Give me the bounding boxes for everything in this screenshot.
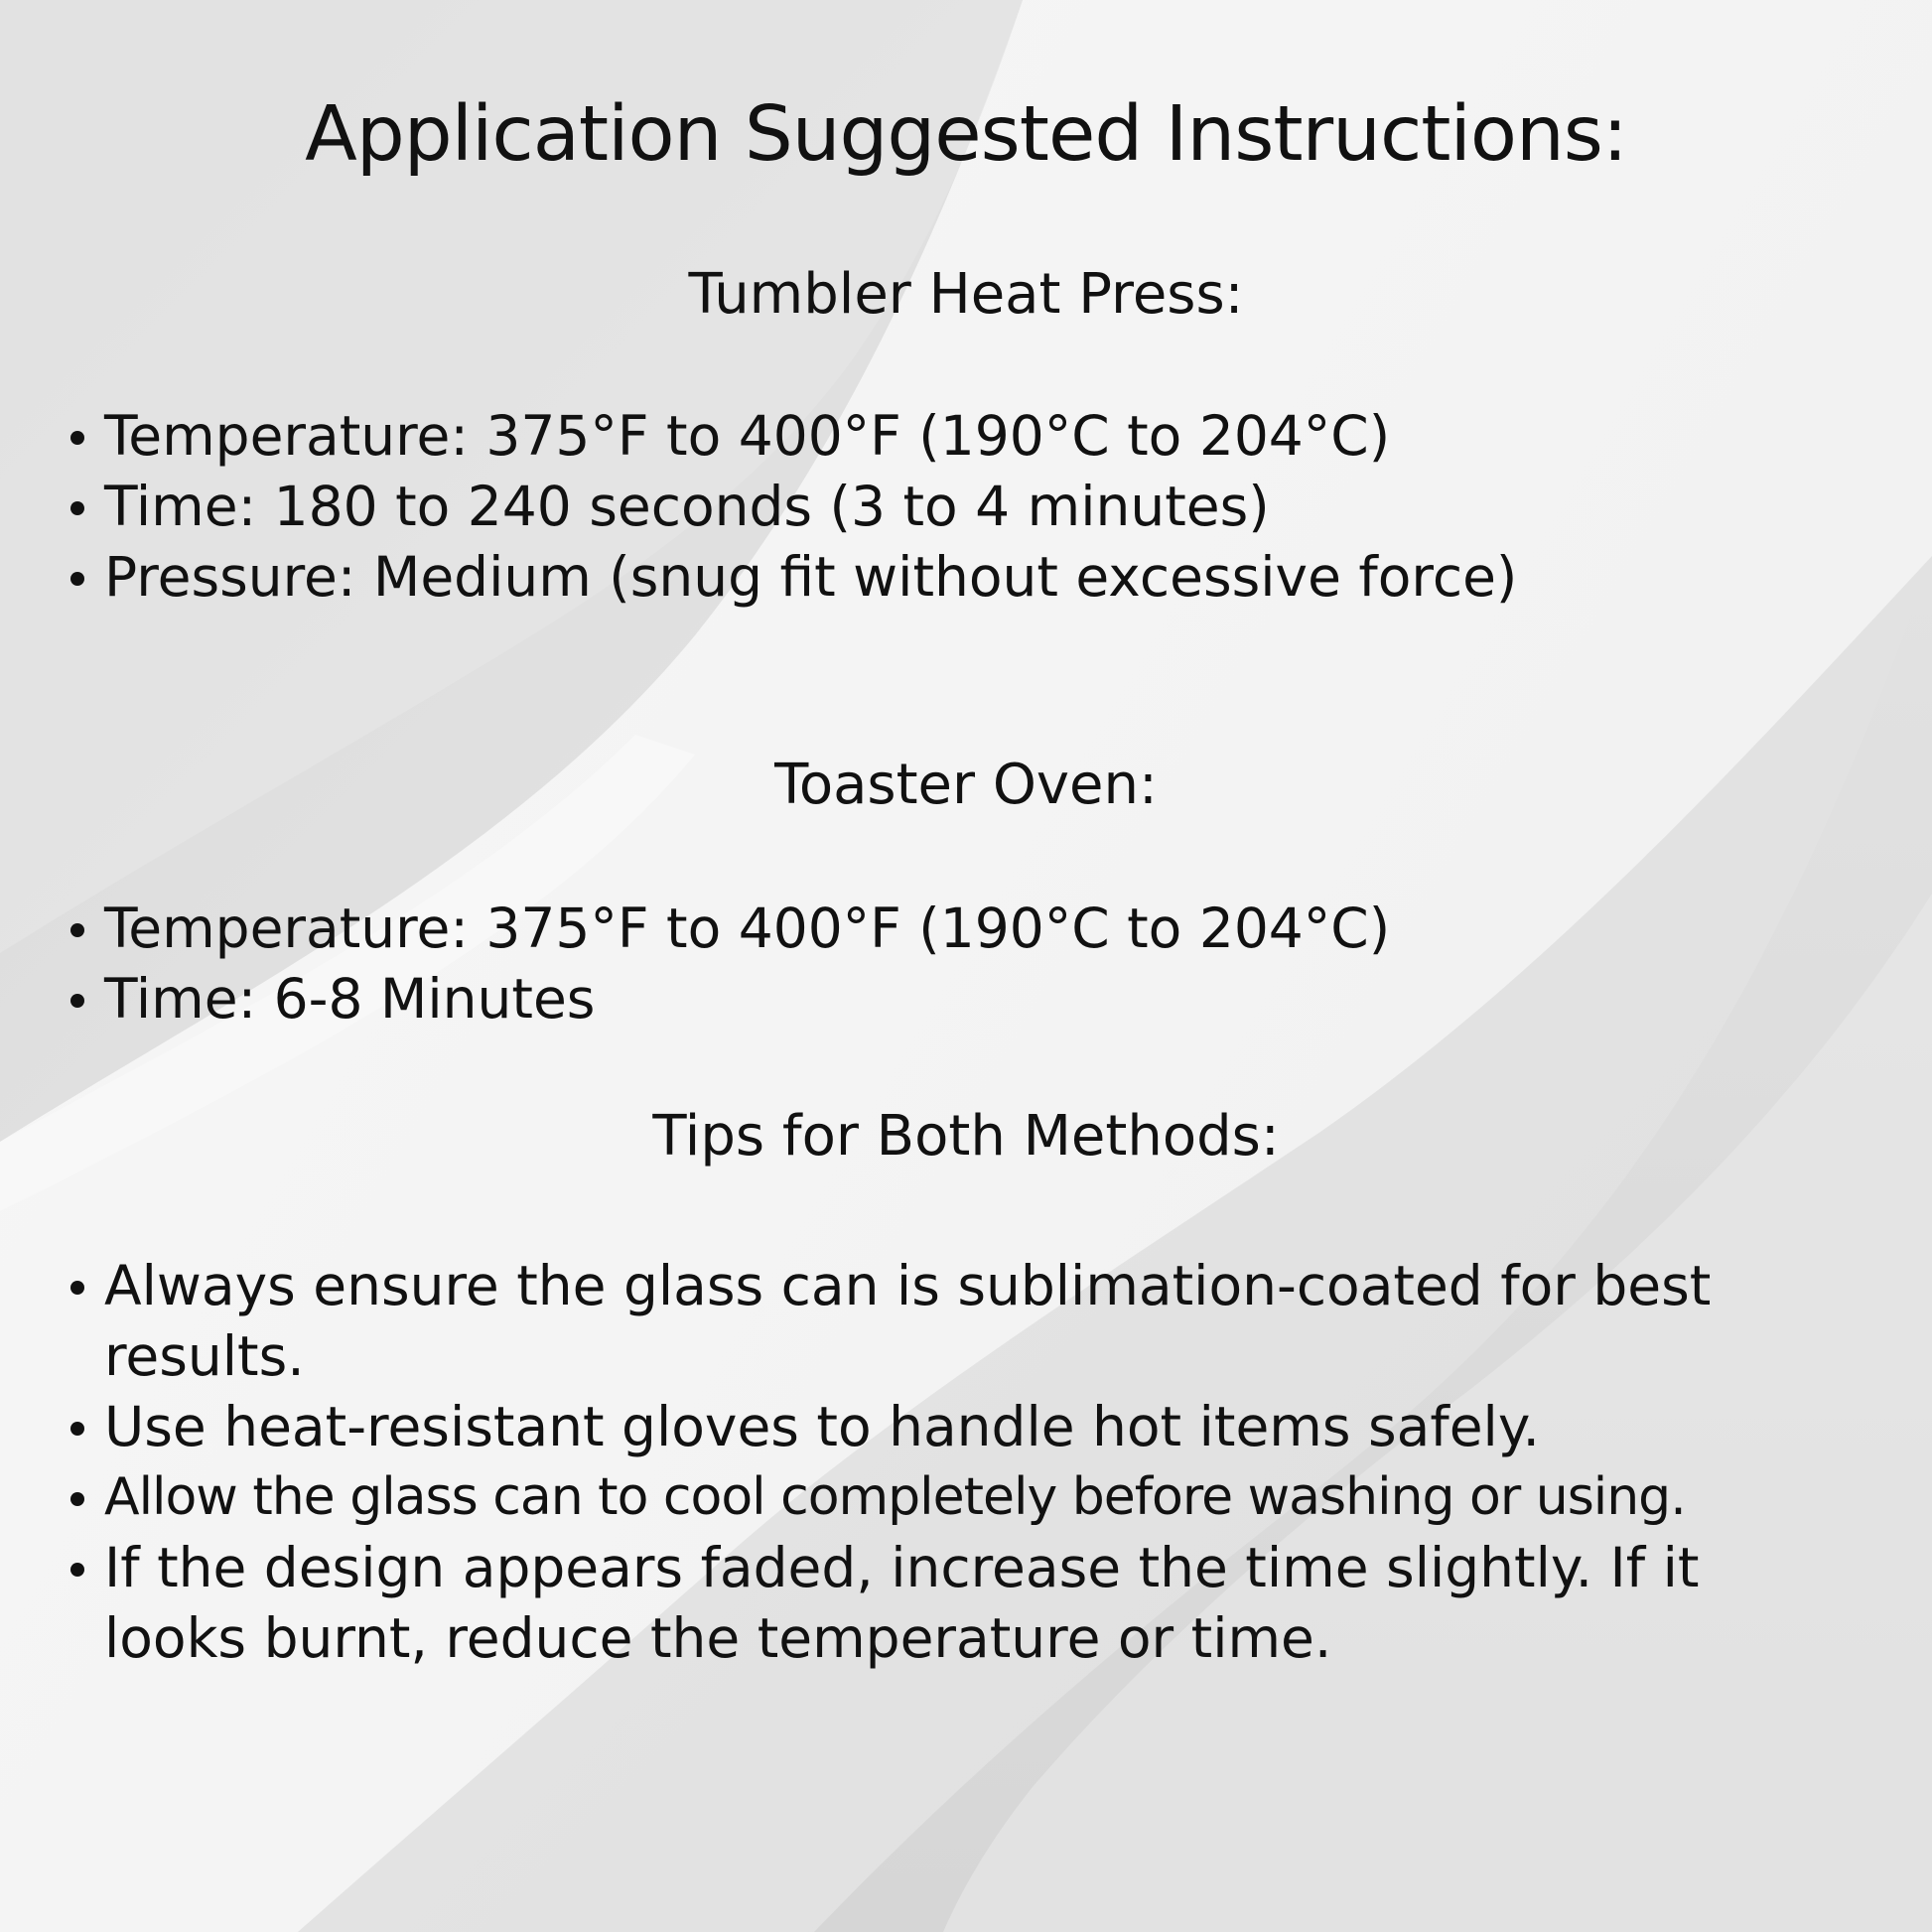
section-heading-toaster-oven: Toaster Oven:	[774, 753, 1158, 817]
list-item-text: Allow the glass can to cool completely before washing or using.	[104, 1467, 1686, 1527]
list-item-text: Temperature: 375°F to 400°F (190°C to 204°C)	[104, 404, 1391, 468]
list-item	[104, 1533, 1921, 1674]
list-item	[104, 542, 1921, 613]
bullet-dot-icon	[70, 572, 84, 586]
list-item-text: Pressure: Medium (snug fit without excessive force)	[104, 545, 1518, 609]
section-heading-tumbler-heat-press: Tumbler Heat Press:	[688, 262, 1244, 327]
section-heading-tips: Tips for Both Methods:	[652, 1104, 1280, 1169]
toaster-oven-list	[104, 894, 1921, 1035]
tumbler-heat-press-list	[104, 401, 1921, 613]
bullet-dot-icon	[70, 501, 84, 515]
list-item	[104, 1462, 1921, 1533]
bullet-dot-icon	[70, 1492, 84, 1506]
bullet-dot-icon	[70, 1563, 84, 1577]
bullet-dot-icon	[70, 431, 84, 445]
page-title: Application Suggested Instructions:	[305, 90, 1627, 179]
bullet-dot-icon	[70, 923, 84, 937]
list-item-text: Time: 6-8 Minutes	[104, 967, 596, 1031]
list-item	[104, 1251, 1921, 1392]
list-item-text: If the design appears faded, increase the time slightly. If it looks burnt, reduce the temperature or time.	[104, 1536, 1700, 1670]
list-item-text: Time: 180 to 240 seconds (3 to 4 minutes)	[104, 475, 1270, 538]
list-item	[104, 964, 1921, 1035]
list-item	[104, 894, 1921, 964]
bullet-dot-icon	[70, 1281, 84, 1295]
list-item-text: Use heat-resistant gloves to handle hot items safely.	[104, 1395, 1541, 1458]
list-item	[104, 401, 1921, 472]
bullet-dot-icon	[70, 1422, 84, 1436]
list-item-text: Always ensure the glass can is sublimation-coated for best results.	[104, 1254, 1712, 1388]
list-item	[104, 1392, 1921, 1462]
list-item	[104, 472, 1921, 542]
bullet-dot-icon	[70, 994, 84, 1008]
list-item-text: Temperature: 375°F to 400°F (190°C to 204°C)	[104, 897, 1391, 960]
tips-list	[104, 1251, 1921, 1674]
